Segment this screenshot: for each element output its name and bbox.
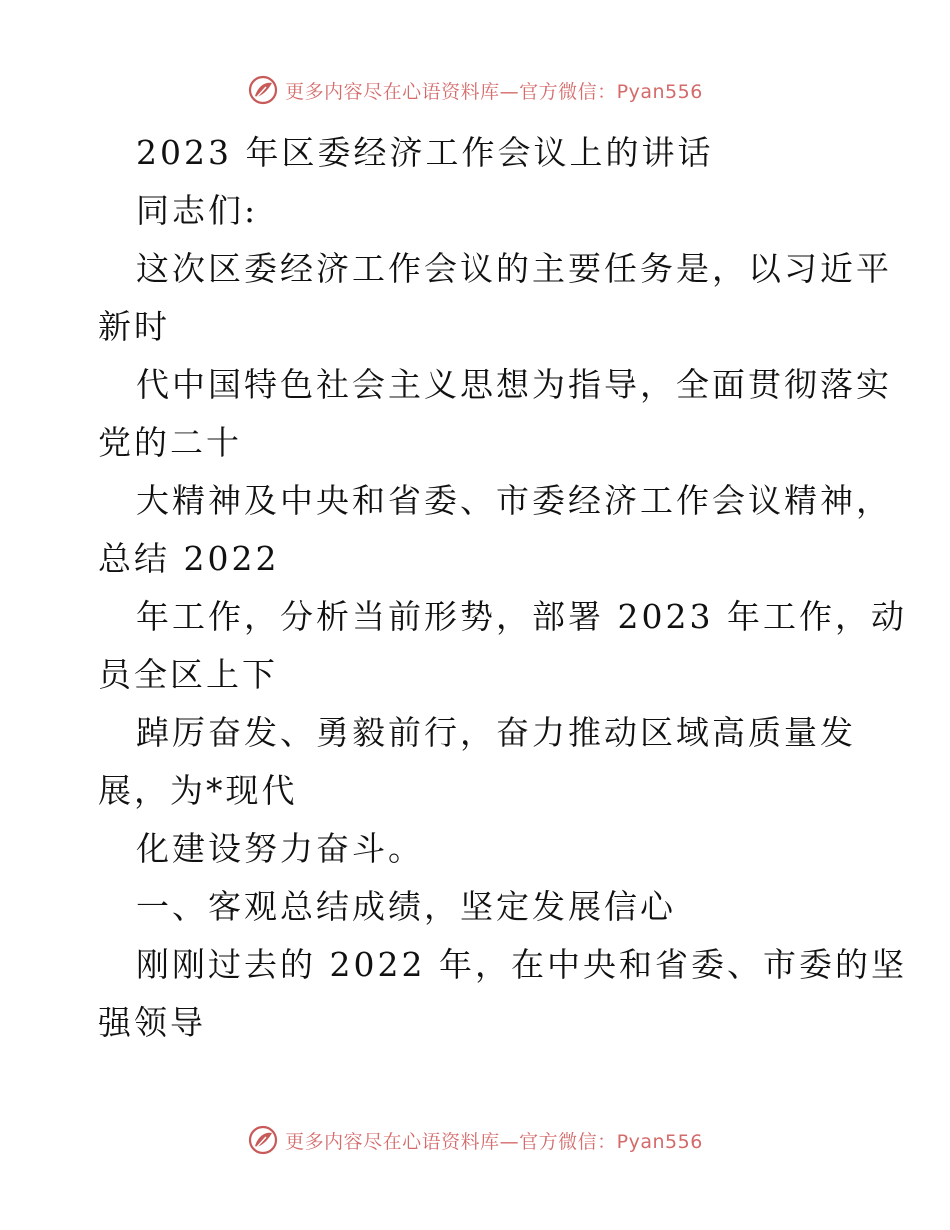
document-title: 2023 年区委经济工作会议上的讲话 <box>136 133 714 172</box>
paragraph-line: 这次区委经济工作会议的主要任务是，以习近平 <box>136 249 892 288</box>
watermark-text: 更多内容尽在心语资料库—官方微信：Pyan556 <box>285 1130 703 1153</box>
paragraph-line: 总结 2022 <box>98 539 280 578</box>
paragraph-line: 踔厉奋发、勇毅前行，奋力推动区域高质量发 <box>136 713 856 752</box>
section-heading: 一、客观总结成绩，坚定发展信心 <box>136 887 676 926</box>
paragraph-line: 员全区上下 <box>98 655 278 694</box>
paragraph-line: 党的二十 <box>98 423 242 462</box>
leaf-pen-logo-icon <box>247 74 279 106</box>
document-body <box>98 124 907 1052</box>
paragraph-line: 新时 <box>98 307 170 346</box>
paragraph-line: 展，为*现代 <box>98 771 298 810</box>
header-watermark <box>0 70 950 110</box>
paragraph-line: 大精神及中央和省委、市委经济工作会议精神， <box>136 481 892 520</box>
leaf-pen-logo-icon <box>247 1124 279 1156</box>
footer-watermark <box>0 1120 950 1160</box>
watermark-text: 更多内容尽在心语资料库—官方微信：Pyan556 <box>285 80 703 103</box>
salutation: 同志们: <box>136 191 259 230</box>
paragraph-line: 化建设努力奋斗。 <box>136 829 424 868</box>
paragraph-line: 代中国特色社会主义思想为指导，全面贯彻落实 <box>136 365 892 404</box>
paragraph-line: 强领导 <box>98 1003 206 1042</box>
paragraph-line: 刚刚过去的 2022 年，在中央和省委、市委的坚 <box>136 945 907 984</box>
paragraph-line: 年工作，分析当前形势，部署 2023 年工作，动 <box>136 597 907 636</box>
